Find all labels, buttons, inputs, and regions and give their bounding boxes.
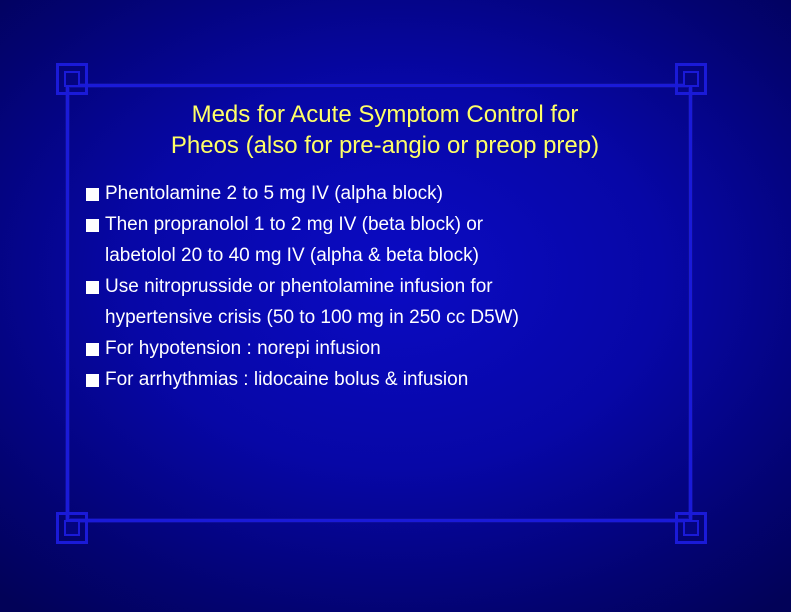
frame-corner-bottom-left	[56, 512, 88, 544]
bullet-text: For arrhythmias : lidocaine bolus & infusion	[105, 369, 469, 390]
square-bullet-icon	[86, 188, 99, 201]
frame-corner-top-right	[675, 63, 707, 95]
square-bullet-icon	[86, 343, 99, 356]
bullet-text: Then propranolol 1 to 2 mg IV (beta block) or	[105, 214, 484, 235]
bullet-item-hypotension	[86, 333, 686, 364]
bullet-item-nitroprusside	[86, 271, 686, 333]
bullet-item-arrhythmias	[86, 364, 686, 395]
bullet-text: Phentolamine 2 to 5 mg IV (alpha block)	[105, 183, 443, 204]
square-bullet-icon	[86, 281, 99, 294]
bullet-text: Use nitroprusside or phentolamine infusion for	[105, 276, 493, 297]
slide-title-line-1: Meds for Acute Symptom Control for	[191, 101, 579, 128]
bullet-text-continuation: labetolol 20 to 40 mg IV (alpha & beta block)	[105, 245, 479, 266]
slide-title	[60, 99, 710, 161]
frame-corner-bottom-right	[675, 512, 707, 544]
bullet-text: For hypotension : norepi infusion	[105, 338, 381, 359]
bullet-list	[86, 178, 686, 395]
bullet-text-continuation: hypertensive crisis (50 to 100 mg in 250 cc D5W)	[105, 307, 519, 328]
bullet-item-phentolamine	[86, 178, 686, 209]
square-bullet-icon	[86, 219, 99, 232]
bullet-item-propranolol	[86, 209, 686, 271]
slide-title-line-2: Pheos (also for pre-angio or preop prep)	[170, 132, 600, 159]
square-bullet-icon	[86, 374, 99, 387]
frame-corner-top-left	[56, 63, 88, 95]
